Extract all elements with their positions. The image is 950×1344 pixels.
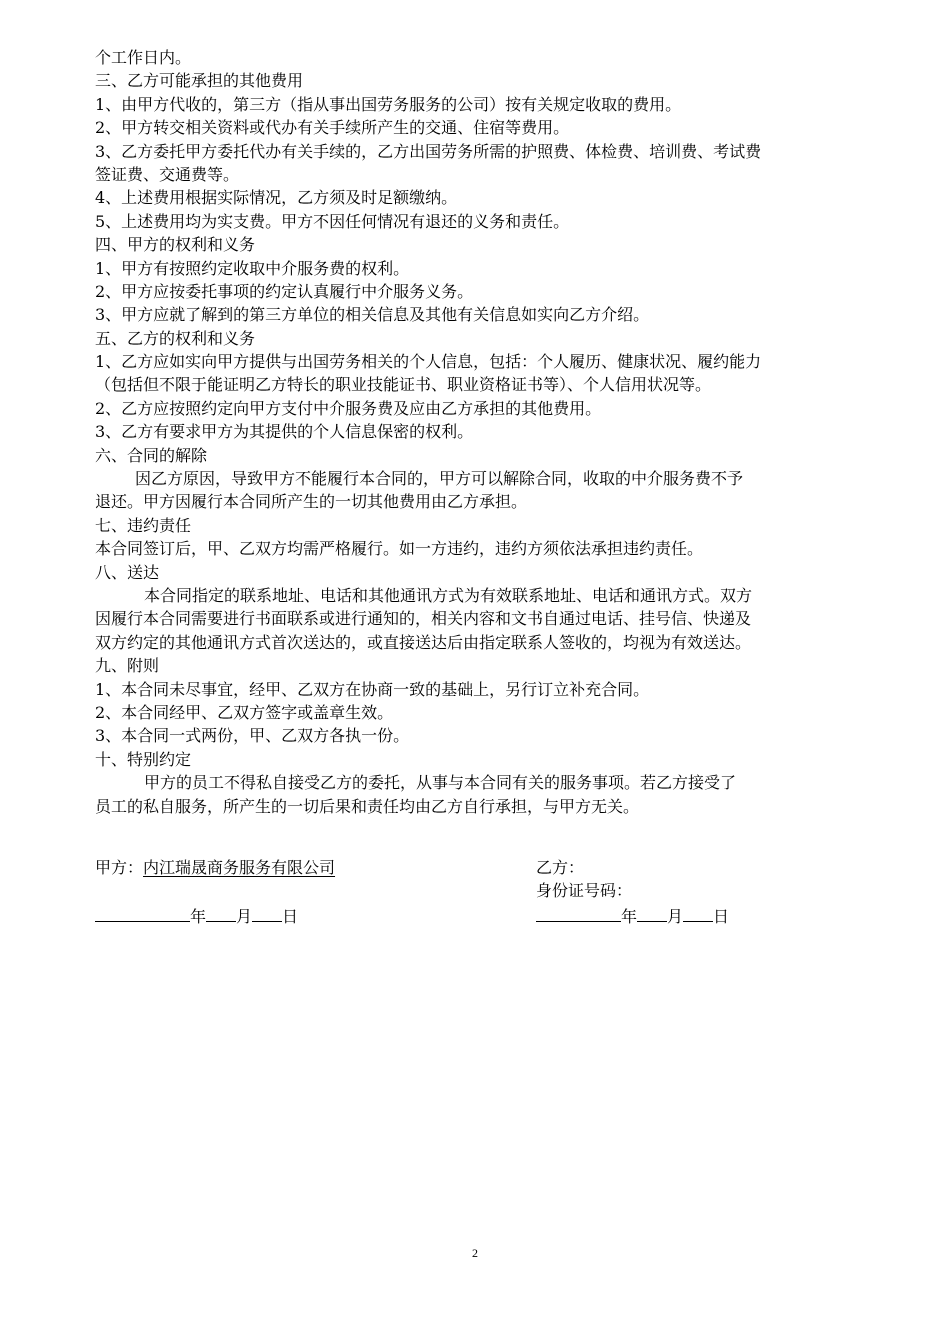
year-blank (95, 903, 190, 922)
section-heading-5: 五、乙方的权利和义务 (95, 328, 256, 348)
party-a-name: 内江瑞晟商务服务有限公司 (143, 858, 336, 877)
text-line: 个工作日内。 (95, 48, 192, 67)
month-label: 月 (236, 907, 253, 926)
section-heading-7: 七、违约责任 (95, 515, 192, 535)
party-b-date (536, 903, 729, 928)
day-blank (252, 903, 282, 922)
section-heading-8: 八、送达 (95, 562, 160, 582)
text-line: 员工的私自服务，所产生的一切后果和责任均由乙方自行承担，与甲方无关。 (95, 796, 640, 816)
text-line: 双方约定的其他通讯方式首次送达的，或直接送达后由指定联系人签收的，均视为有效送达。 (95, 632, 752, 652)
year-label: 年 (190, 907, 207, 926)
section-heading-3: 三、乙方可能承担的其他费用 (95, 71, 304, 91)
text-line: 因履行本合同需要进行书面联系或进行通知的，相关内容和文书自通过电话、挂号信、快递及 (95, 609, 752, 629)
month-blank (637, 903, 667, 922)
section-heading-9: 九、附则 (95, 656, 160, 676)
text-line: （包括但不限于能证明乙方特长的职业技能证书、职业资格证书等）、个人信用状况等。 (95, 375, 712, 395)
month-blank (206, 903, 236, 922)
party-b-label: 乙方： (536, 858, 585, 877)
page-number: 2 (472, 1246, 478, 1260)
text-line: 因乙方原因，导致甲方不能履行本合同的，甲方可以解除合同，收取的中介服务费不予 (135, 469, 744, 489)
year-label: 年 (621, 907, 638, 926)
text-line: 1、乙方应如实向甲方提供与出国劳务相关的个人信息，包括：个人履历、健康状况、履约能力 (95, 352, 762, 372)
text-line: 2、乙方应按照约定向甲方支付中介服务费及应由乙方承担的其他费用。 (95, 398, 602, 418)
text-line: 甲方的员工不得私自接受乙方的委托，从事与本合同有关的服务事项。若乙方接受了 (144, 773, 737, 793)
text-line: 5、上述费用均为实支费。甲方不因任何情况有退还的义务和责任。 (95, 211, 570, 231)
party-a-signature (95, 857, 335, 879)
text-line: 2、甲方应按委托事项的约定认真履行中介服务义务。 (95, 281, 474, 301)
text-line: 1、本合同未尽事宜，经甲、乙双方在协商一致的基础上，另行订立补充合同。 (95, 679, 650, 699)
text-line: 1、由甲方代收的，第三方（指从事出国劳务服务的公司）按有关规定收取的费用。 (95, 94, 682, 114)
day-label: 日 (282, 907, 299, 926)
text-line: 2、甲方转交相关资料或代办有关手续所产生的交通、住宿等费用。 (95, 118, 570, 138)
contract-body (95, 46, 875, 818)
party-a-label: 甲方： (95, 858, 144, 877)
month-label: 月 (667, 907, 684, 926)
section-heading-4: 四、甲方的权利和义务 (95, 235, 256, 255)
party-a-date (95, 903, 298, 928)
text-line: 本合同指定的联系地址、电话和其他通讯方式为有效联系地址、电话和通讯方式。双方 (144, 585, 753, 605)
id-number-label: 身份证号码： (536, 881, 633, 900)
text-line: 3、甲方应就了解到的第三方单位的相关信息及其他有关信息如实向乙方介绍。 (95, 305, 650, 325)
text-line: 退还。甲方因履行本合同所产生的一切其他费用由乙方承担。 (95, 492, 528, 512)
text-line: 3、本合同一式两份，甲、乙双方各执一份。 (95, 726, 410, 746)
day-blank (683, 903, 713, 922)
text-line: 3、乙方有要求甲方为其提供的个人信息保密的权利。 (95, 422, 474, 442)
section-heading-6: 六、合同的解除 (95, 445, 208, 465)
section-heading-10: 十、特别约定 (95, 749, 192, 769)
text-line: 签证费、交通费等。 (95, 164, 240, 184)
text-line: 1、甲方有按照约定收取中介服务费的权利。 (95, 258, 410, 278)
year-blank (536, 903, 621, 922)
text-line: 3、乙方委托甲方委托代办有关手续的，乙方出国劳务所需的护照费、体检费、培训费、考试费 (95, 141, 762, 161)
day-label: 日 (713, 907, 730, 926)
text-line: 本合同签订后，甲、乙双方均需严格履行。如一方违约，违约方须依法承担违约责任。 (95, 539, 704, 559)
text-line: 4、上述费用根据实际情况，乙方须及时足额缴纳。 (95, 188, 458, 208)
text-line: 2、本合同经甲、乙双方签字或盖章生效。 (95, 702, 394, 722)
